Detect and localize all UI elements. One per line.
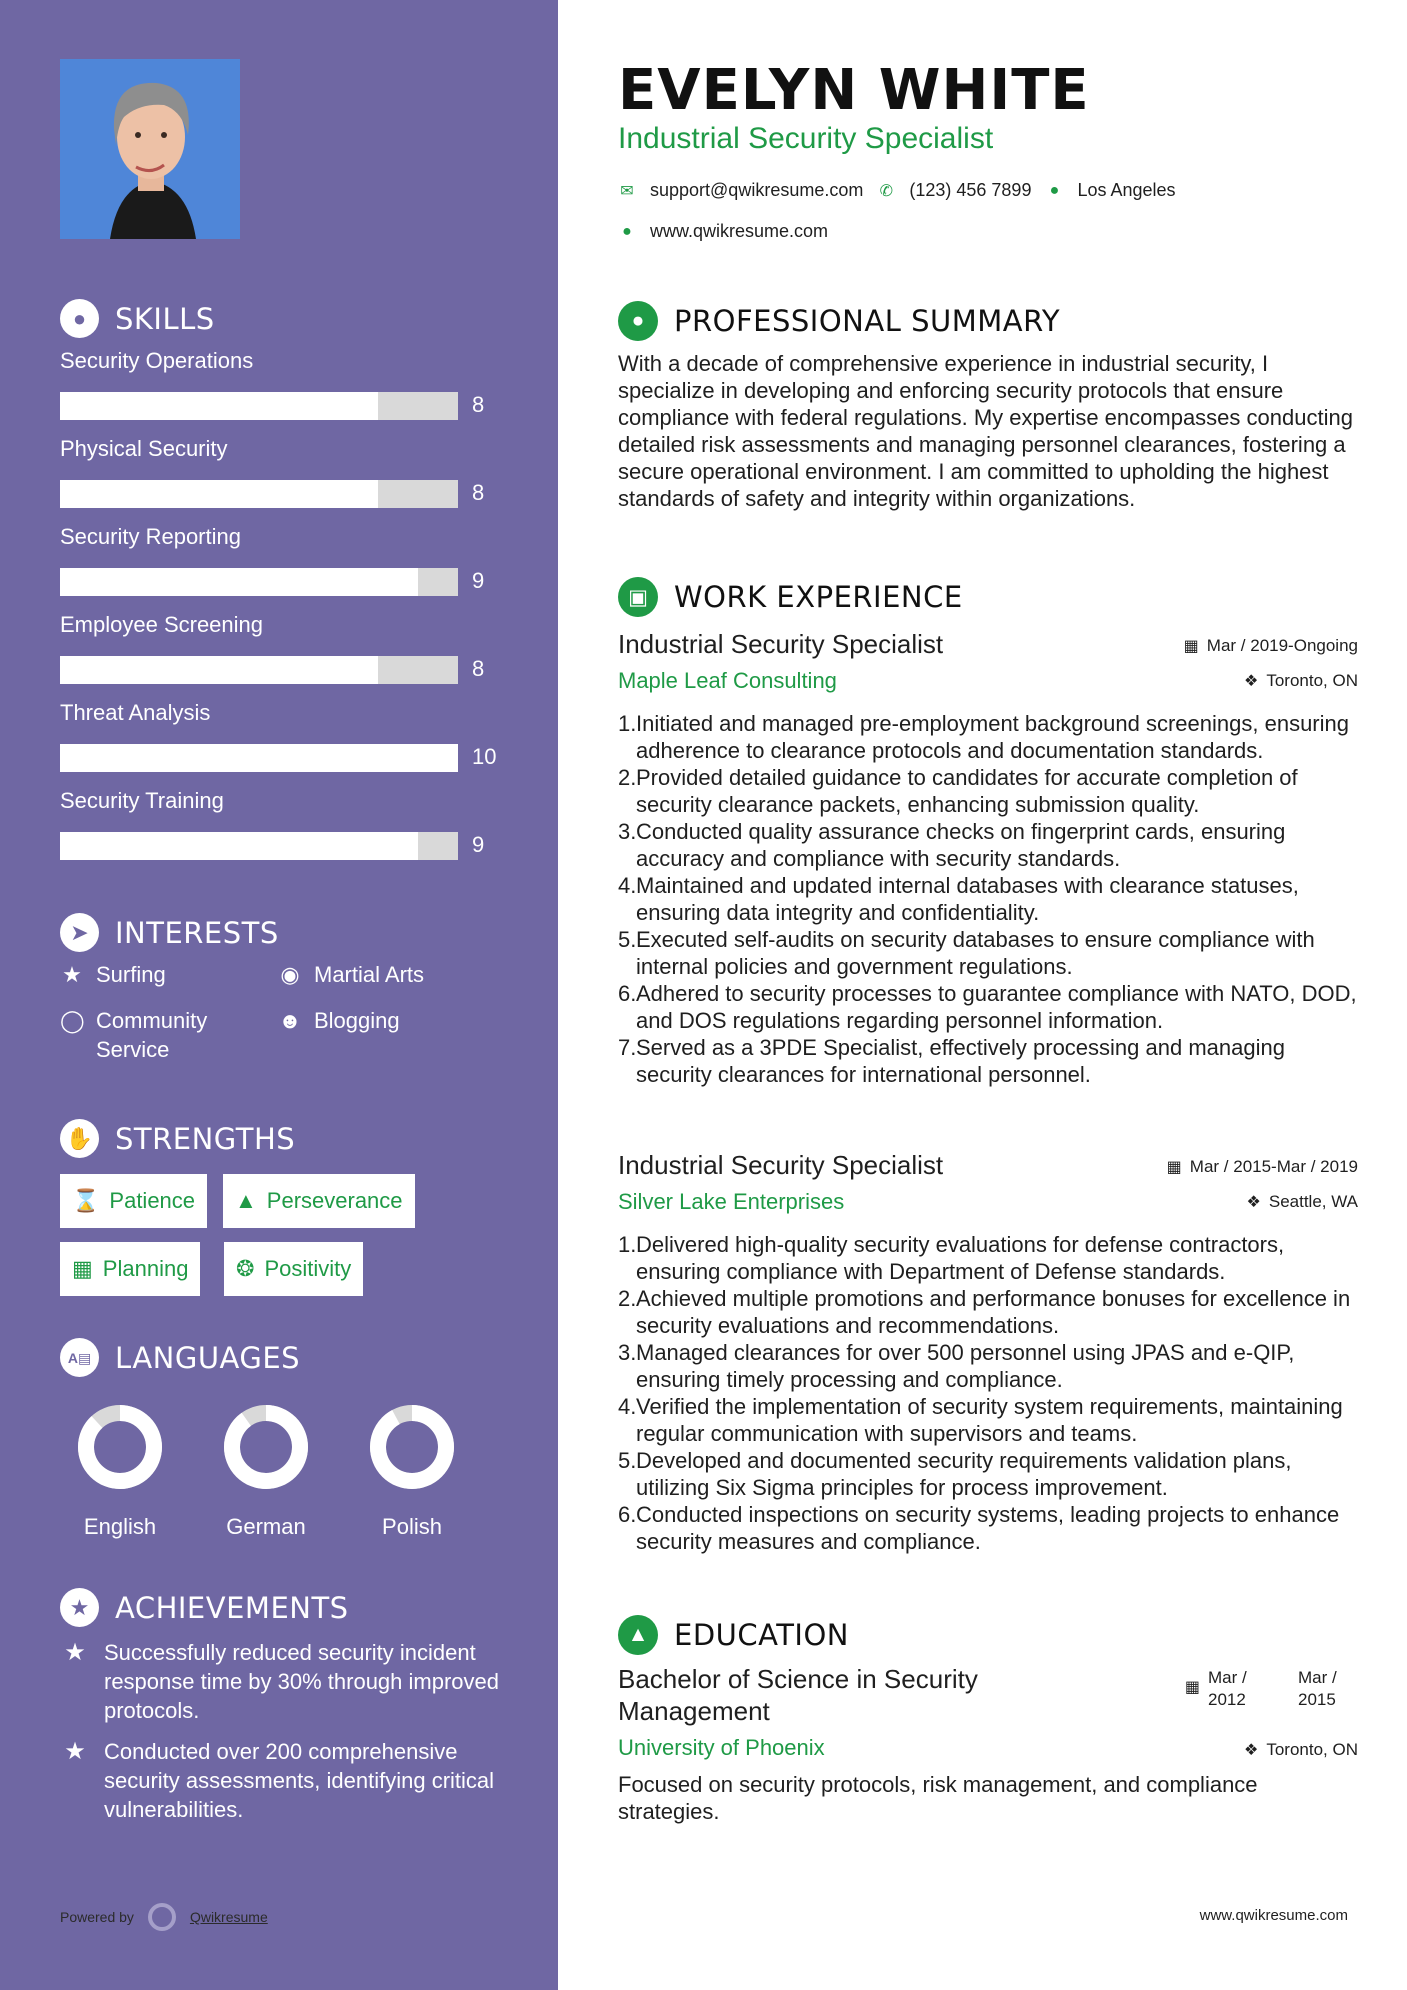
languages-header	[60, 1338, 300, 1377]
skill-bar-fill	[60, 744, 458, 772]
interest-item	[60, 1006, 230, 1064]
bullet-item: 3. Managed clearances for over 500 personnel using JPAS and e-QIP, ensuring timely processing and compliance.	[618, 1340, 1295, 1392]
skill-bar	[60, 744, 458, 772]
skill-level: 9	[472, 832, 485, 857]
skill-item	[60, 524, 500, 612]
globe-icon: ◉	[280, 962, 300, 987]
bullet-item: 1. Initiated and managed pre-employment background screenings, ensuring adherence to clearance protocols and documentation standards.	[618, 711, 1349, 763]
strength-label: Planning	[102, 1256, 189, 1281]
bullet-item: 6. Adhered to security processes to guarantee compliance with NATO, DOD, and DOS regulations regarding personnel information.	[618, 981, 1357, 1033]
strength-chip	[60, 1174, 207, 1228]
sidebar	[0, 0, 558, 1990]
education-location	[1244, 1740, 1358, 1760]
globe-icon: ●	[622, 222, 632, 240]
map-pin-icon: ●	[1049, 181, 1060, 199]
skill-bar-fill	[60, 832, 418, 860]
bullet-item: 3. Conducted quality assurance checks on fingerprint cards, ensuring accuracy and compliance with security standards.	[618, 819, 1286, 871]
skill-level: 10	[472, 744, 497, 769]
skill-item	[60, 612, 500, 700]
job-dates-text: Mar / 2015-Mar / 2019	[1189, 1157, 1358, 1176]
job-title: Industrial Security Specialist	[618, 629, 944, 659]
user-icon: ●	[618, 301, 658, 341]
candidate-role: Industrial Security Specialist	[618, 122, 994, 155]
skills-title: SKILLS	[115, 301, 215, 336]
summary-text: With a decade of comprehensive experience in industrial security, I specialize in developing and enforcing security protocols that ensure compliance with federal regulations. My expertise encompasses conducting detailed risk assessments and managing personnel clearances, fostering a secure operational environment. I am committed to upholding the highest standards of safety and integrity within organizations.	[618, 351, 1353, 511]
job-location	[1247, 1192, 1358, 1212]
skill-bar	[60, 480, 458, 508]
interest-label: Blogging	[314, 1008, 400, 1033]
brand-link[interactable]: Qwikresume	[189, 1909, 268, 1925]
main-content	[558, 0, 1407, 1990]
bullet-item: 5. Executed self-audits on security databases to ensure compliance with internal policies and government regulations.	[618, 927, 1315, 979]
contact-email[interactable]: support@qwikresume.com	[650, 180, 864, 200]
strength-chip	[60, 1242, 200, 1296]
skill-name: Physical Security	[60, 436, 228, 461]
strengths-header	[60, 1119, 295, 1158]
pin-icon: ❖	[1244, 1742, 1259, 1759]
skill-level: 8	[472, 392, 485, 417]
bullet-item: 7. Served as a 3PDE Specialist, effectively processing and managing security clearances for international personnel.	[618, 1035, 1285, 1087]
skill-bar	[60, 832, 458, 860]
briefcase-icon: ▣	[618, 577, 658, 617]
award-star-icon: ★	[60, 1588, 99, 1627]
job-bullets	[618, 1231, 1358, 1555]
education-location-text: Toronto, ON	[1266, 1740, 1358, 1759]
skill-name: Security Reporting	[60, 524, 241, 549]
interest-item	[60, 960, 166, 989]
job-company: Silver Lake Enterprises	[618, 1189, 845, 1214]
language-name: Polish	[382, 1514, 442, 1539]
language-name: German	[226, 1514, 306, 1539]
education-dates	[1185, 1667, 1358, 1711]
calendar-icon: ▦	[1183, 638, 1199, 655]
achievement-item	[60, 1638, 500, 1725]
candidate-name: EVELYN WHITE	[618, 58, 1090, 123]
strength-chip	[223, 1174, 415, 1228]
achievement-text: Conducted over 200 comprehensive security assessments, identifying critical vulnerabilities.	[104, 1739, 495, 1822]
language-item	[352, 1402, 472, 1540]
summary-title: PROFESSIONAL SUMMARY	[674, 304, 1061, 338]
interest-label: Community Service	[96, 1008, 208, 1062]
skill-item	[60, 436, 500, 524]
interests-title: INTERESTS	[115, 915, 279, 950]
strength-label: Patience	[109, 1188, 196, 1213]
language-name: English	[83, 1514, 157, 1539]
bullet-item: 6. Conducted inspections on security systems, leading projects to enhance security measures and compliance.	[618, 1502, 1340, 1554]
phone-icon: ✆	[879, 182, 894, 200]
skill-bar	[60, 392, 458, 420]
interest-item	[278, 1006, 400, 1035]
skill-level: 9	[472, 568, 485, 593]
profile-photo	[60, 59, 240, 239]
achievement-item	[60, 1737, 500, 1824]
job-bullets	[618, 710, 1358, 1088]
pin-icon: ❖	[1244, 673, 1259, 690]
spinner-icon: ❂	[236, 1256, 255, 1281]
language-item	[60, 1402, 180, 1540]
skill-level: 8	[472, 480, 485, 505]
binoculars-icon: ▲	[235, 1188, 257, 1213]
language-ring	[221, 1402, 311, 1492]
job-location	[1244, 671, 1358, 691]
achievement-text: Successfully reduced security incident response time by 30% through improved protocols.	[104, 1640, 499, 1723]
skill-name: Threat Analysis	[60, 700, 211, 725]
contact-website[interactable]: www.qwikresume.com	[650, 221, 829, 241]
bullet-item: 4. Verified the implementation of security system requirements, maintaining regular communication with supervisors and teams.	[618, 1394, 1343, 1446]
hand-icon: ◯	[60, 1008, 85, 1033]
calendar-icon: ▦	[1166, 1159, 1182, 1176]
strength-label: Positivity	[264, 1256, 352, 1281]
pin-icon: ❖	[1246, 1194, 1261, 1211]
skill-name: Employee Screening	[60, 612, 264, 637]
education-entry	[618, 1663, 1358, 1825]
qwikresume-logo-icon	[148, 1903, 176, 1931]
job-location-text: Seattle, WA	[1268, 1192, 1358, 1211]
fist-icon: ✋	[60, 1119, 99, 1158]
bullet-item: 5. Developed and documented security requirements validation plans, utilizing Six Sigma principles for process improvement.	[618, 1448, 1292, 1500]
job-location-text: Toronto, ON	[1266, 671, 1358, 690]
graduation-cap-icon: ▲	[618, 1615, 658, 1655]
strengths-title: STRENGTHS	[115, 1121, 296, 1156]
powered-by-label: Powered by	[60, 1909, 134, 1925]
skill-bar	[60, 656, 458, 684]
interest-label: Surfing	[96, 962, 166, 987]
education-header	[618, 1615, 849, 1655]
skill-bar-fill	[60, 480, 378, 508]
contact-location: Los Angeles	[1077, 180, 1176, 200]
skill-bar-fill	[60, 392, 378, 420]
school-name: University of Phoenix	[618, 1735, 825, 1760]
language-ring	[75, 1402, 165, 1492]
job-title: Industrial Security Specialist	[618, 1150, 944, 1180]
star-icon: ★	[64, 1738, 86, 1765]
job-dates	[1184, 636, 1358, 656]
calendar-icon: ▦	[1184, 1679, 1200, 1696]
job-company: Maple Leaf Consulting	[618, 668, 837, 693]
language-item	[206, 1402, 326, 1540]
skill-item	[60, 348, 500, 436]
job-entry	[618, 628, 1358, 1088]
skill-level: 8	[472, 656, 485, 681]
education-start: Mar / 2012	[1208, 1668, 1247, 1709]
bullet-item: 2. Provided detailed guidance to candidates for accurate completion of security clearance packets, enhancing submission quality.	[618, 765, 1298, 817]
powered-by	[60, 1903, 268, 1931]
job-dates	[1167, 1157, 1358, 1177]
achievements-header	[60, 1588, 349, 1627]
website-row	[618, 221, 828, 242]
interests-header	[60, 913, 279, 952]
paper-plane-icon: ➤	[60, 913, 99, 952]
job-entry	[618, 1149, 1358, 1555]
calendar-icon: ▦	[72, 1256, 93, 1281]
strength-label: Perseverance	[266, 1188, 403, 1213]
star-icon: ★	[64, 1639, 86, 1666]
skill-bar-fill	[60, 656, 378, 684]
education-title: EDUCATION	[674, 1618, 850, 1652]
bullet-item: 2. Achieved multiple promotions and performance bonuses for excellence in security evaluations and recommendations.	[618, 1286, 1351, 1338]
contact-phone[interactable]: (123) 456 7899	[909, 180, 1032, 200]
language-ring	[367, 1402, 457, 1492]
summary-header	[618, 301, 1060, 341]
star-icon: ★	[62, 962, 82, 987]
language-icon: A▤	[60, 1338, 99, 1377]
skill-bar-fill	[60, 568, 418, 596]
users-icon: ☻	[278, 1008, 302, 1033]
skill-item	[60, 788, 500, 876]
skill-name: Security Training	[60, 788, 224, 813]
hourglass-icon: ⌛	[72, 1188, 100, 1213]
education-description: Focused on security protocols, risk management, and compliance strategies.	[618, 1772, 1258, 1824]
strength-chip	[224, 1242, 363, 1296]
languages-title: LANGUAGES	[115, 1340, 301, 1375]
skill-name: Security Operations	[60, 348, 254, 373]
skills-list	[60, 348, 500, 876]
experience-header	[618, 577, 963, 617]
skill-bar	[60, 568, 458, 596]
job-dates-text: Mar / 2019-Ongoing	[1206, 636, 1358, 655]
bullet-item: 1. Delivered high-quality security evaluations for defense contractors, ensuring compliance with Department of Defense standards.	[618, 1232, 1285, 1284]
skill-item	[60, 700, 500, 788]
skills-header	[60, 299, 215, 338]
interest-label: Martial Arts	[314, 962, 425, 987]
degree-title: Bachelor of Science in Security Management	[618, 1664, 978, 1726]
lightbulb-icon: ●	[60, 299, 99, 338]
interest-item	[278, 960, 424, 989]
achievements-title: ACHIEVEMENTS	[115, 1590, 349, 1625]
bullet-item: 4. Maintained and updated internal databases with clearance statuses, ensuring data integrity and confidentiality.	[618, 873, 1299, 925]
education-end: Mar / 2015	[1298, 1668, 1337, 1709]
envelope-icon: ✉	[620, 182, 634, 200]
footer-url[interactable]: www.qwikresume.com	[1199, 1907, 1348, 1924]
experience-title: WORK EXPERIENCE	[674, 580, 963, 614]
contact-row	[618, 180, 1176, 201]
